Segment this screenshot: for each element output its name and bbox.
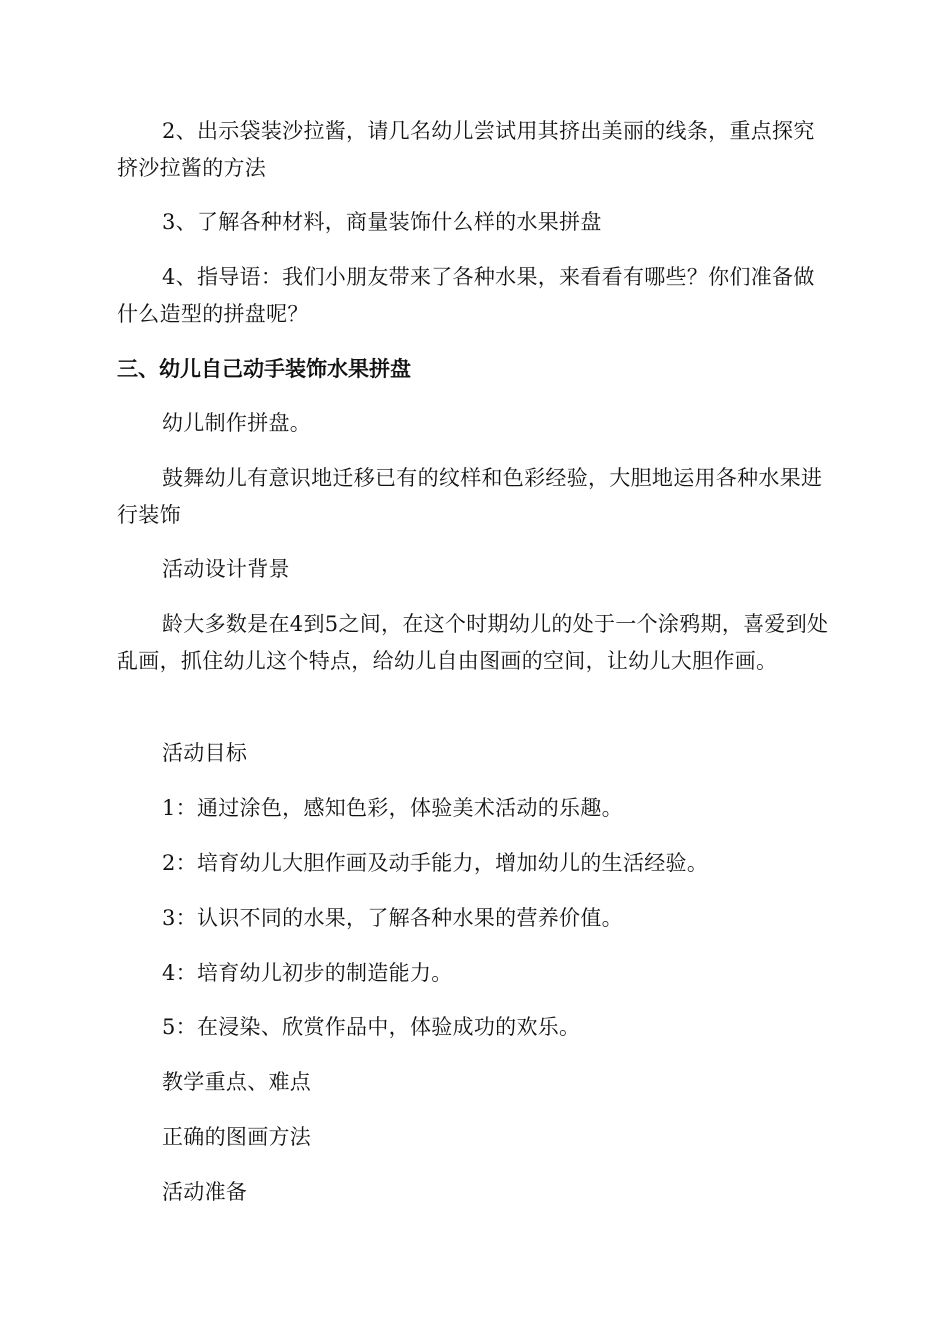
- goal-item-2: 2：培育幼儿大胆作画及动手能力，增加幼儿的生活经验。: [162, 851, 709, 875]
- heading-design-background: 活动设计背景: [162, 557, 290, 581]
- heading-activity-preparation: 活动准备: [162, 1180, 248, 1204]
- goal-item-4: 4：培育幼儿初步的制造能力。: [162, 961, 453, 985]
- paragraph-correct-method: 正确的图画方法: [162, 1125, 312, 1149]
- heading-activity-goals: 活动目标: [162, 741, 248, 765]
- paragraph-step-2: 2、出示袋装沙拉酱，请几名幼儿尝试用其挤出美丽的线条，重点探究挤沙拉酱的方法: [117, 119, 815, 180]
- paragraph-step-4: 4、指导语：我们小朋友带来了各种水果，来看看有哪些？你们准备做什么造型的拼盘呢？: [117, 265, 815, 326]
- heading-key-points: 教学重点、难点: [162, 1070, 312, 1094]
- paragraph-make-platter: 幼儿制作拼盘。: [162, 411, 312, 435]
- goal-item-3: 3：认识不同的水果，了解各种水果的营养价值。: [162, 906, 623, 930]
- paragraph-step-3: 3、了解各种材料，商量装饰什么样的水果拼盘: [162, 210, 602, 234]
- goal-item-5: 5：在浸染、欣赏作品中，体验成功的欢乐。: [162, 1015, 581, 1039]
- paragraph-encourage: 鼓舞幼儿有意识地迁移已有的纹样和色彩经验，大胆地运用各种水果进行装饰: [117, 466, 823, 527]
- paragraph-background-text: 龄大多数是在4到5之间，在这个时期幼儿的处于一个涂鸦期，喜爱到处乱画，抓住幼儿这个特点，给幼儿自由图画的空间，让幼儿大胆作画。: [117, 612, 829, 673]
- section-heading-3: 三、幼儿自己动手装饰水果拼盘: [117, 357, 411, 381]
- goal-item-1: 1：通过涂色，感知色彩，体验美术活动的乐趣。: [162, 796, 623, 820]
